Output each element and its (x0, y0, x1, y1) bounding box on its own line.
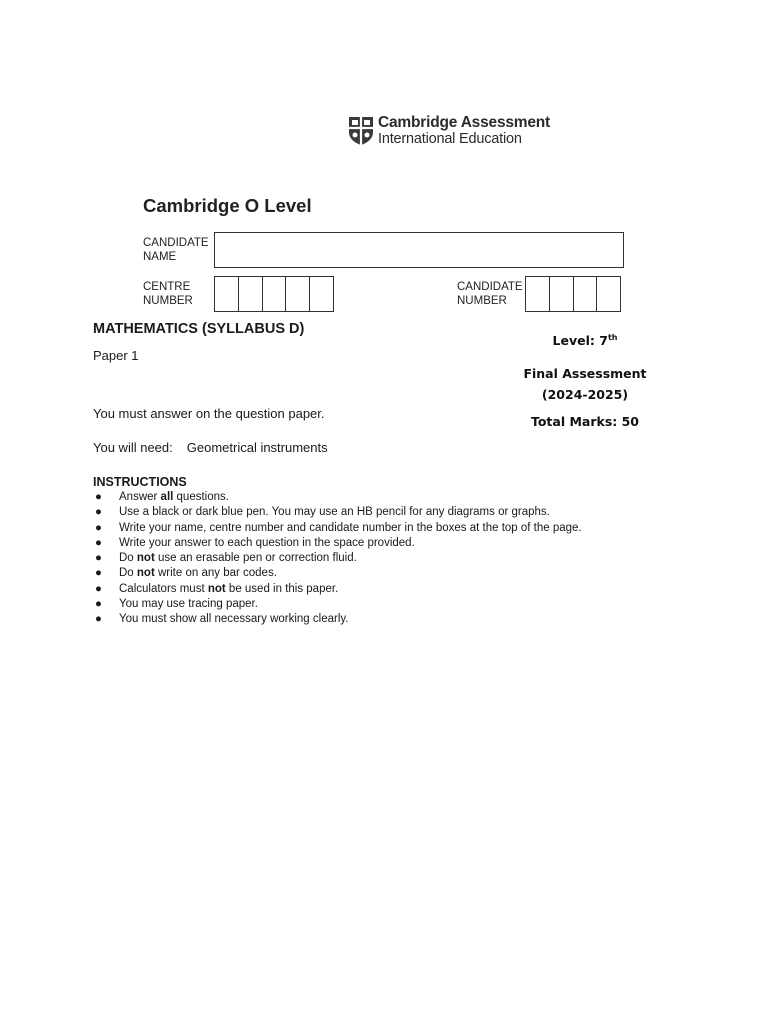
instruction-item: ● Write your answer to each question in the space provided. (95, 536, 415, 549)
candidate-number-label: CANDIDATE NUMBER (457, 281, 523, 307)
instruction-item: ● Write your name, centre number and candidate number in the boxes at the top of the page. (95, 521, 582, 534)
logo-text-line2: International Education (378, 131, 522, 147)
level-label (540, 333, 630, 348)
level-text: Level: 7 (552, 333, 608, 349)
instruction-item: ● Answer all questions. (95, 491, 229, 503)
paper-number: Paper 1 (93, 348, 139, 363)
candidate-digit-box[interactable] (596, 276, 621, 312)
subject-title (93, 321, 304, 337)
instruction-item: ● Do not write on any bar codes. (95, 567, 277, 580)
logo-text-line1: Cambridge Assessment (378, 114, 551, 131)
centre-digit-box[interactable] (285, 276, 310, 312)
answer-note: You must answer on the question paper. (93, 406, 325, 421)
candidate-name-label: CANDIDATE NAME (143, 237, 209, 263)
instructions-heading: INSTRUCTIONS (93, 475, 187, 489)
requirements-note (93, 440, 328, 455)
crest-icon (348, 116, 374, 146)
candidate-digit-box[interactable] (525, 276, 550, 312)
requirements-label: You will need: (93, 440, 173, 455)
candidate-digit-box[interactable] (549, 276, 574, 312)
centre-digit-box[interactable] (262, 276, 287, 312)
candidate-digit-box[interactable] (573, 276, 598, 312)
instructions-list (93, 490, 582, 628)
centre-digit-box[interactable] (309, 276, 334, 312)
subject-syllabus: (SYLLABUS D) (202, 321, 305, 337)
instruction-item: ● Do not use an erasable pen or correction fluid. (95, 552, 357, 565)
centre-number-label: CENTRE NUMBER (143, 281, 193, 307)
requirements-value: Geometrical instruments (186, 440, 328, 455)
subject-name: MATHEMATICS (93, 321, 198, 337)
candidate-number-boxes (525, 276, 621, 312)
instruction-item: ● Calculators must not be used in this paper. (95, 582, 339, 595)
centre-digit-box[interactable] (238, 276, 263, 312)
instruction-item: ● Use a black or dark blue pen. You may use an HB pencil for any diagrams or graphs. (95, 506, 550, 519)
instruction-item: ● You may use tracing paper. (95, 598, 258, 611)
total-marks-label: Total Marks: 50 (530, 414, 640, 429)
page-title: Cambridge O Level (143, 195, 312, 216)
final-assessment-label: Final Assessment (2024-2025) (523, 366, 647, 402)
centre-number-boxes (214, 276, 334, 312)
cambridge-logo (348, 114, 551, 150)
centre-digit-box[interactable] (214, 276, 239, 312)
level-superscript: th (607, 333, 618, 342)
instruction-item: ● You must show all necessary working clearly. (95, 613, 349, 626)
candidate-name-box[interactable] (214, 232, 624, 268)
